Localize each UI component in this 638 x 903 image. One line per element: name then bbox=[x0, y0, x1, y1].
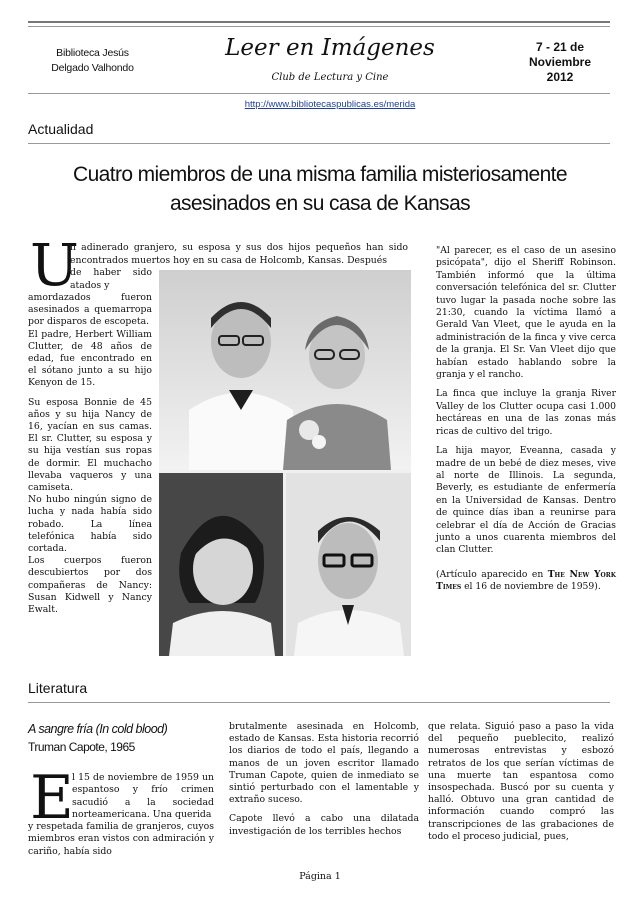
literatura-paragraph: Capote llevó a cabo una dilatada investigación de los terribles hechos bbox=[229, 813, 419, 837]
literatura-paragraph: que relata. Siguió paso a paso la vida del pequeño pueblecito, realizó numerosas entrevistas y esbozó retratos de los que serían víctimas de una muerte tan espantosa como insospechada. Buscó por su cuenta y halló. Obtuvo una gran cantidad de información cuando compró las transcripciones de las grabaciones de todo el proceso judicial, pues, bbox=[428, 721, 614, 842]
article-source-note bbox=[436, 569, 616, 594]
newsletter-title: Leer en Imágenes bbox=[225, 35, 435, 61]
literatura-paragraph: brutalmente asesinada en Holcomb, estado de Kansas. Esta historia recorrió los diarios de todo el país, llegando a manos de un joven escritor llamado Truman Capote, quien de inmediato se sintió perturbado con el lamentable y extraño suceso. bbox=[229, 721, 419, 806]
photo-parents-image bbox=[159, 270, 411, 470]
literatura-text-wrap: l 15 de noviembre de 1959 un espantoso y frío crimen sacudió a la sociedad norteamericana. Una querida bbox=[72, 772, 214, 820]
headline-line1: Cuatro miembros de una misma familia misteriosamente bbox=[73, 163, 567, 186]
source-note-suffix: el 16 de noviembre de 1959). bbox=[461, 581, 601, 593]
library-name-line1: Biblioteca Jesús bbox=[56, 47, 129, 59]
article-lead-top: n adinerado granjero, su esposa y sus dos hijos pequeños han sido encontrados muertos hoy en su casa de Holcomb, Kansas. Después bbox=[70, 242, 408, 266]
article-right-column bbox=[436, 245, 616, 601]
photo-daughter-image bbox=[159, 473, 283, 656]
header-top-rule bbox=[28, 21, 610, 23]
source-note-prefix: (Artículo aparecido en bbox=[436, 568, 548, 580]
actualidad-rule bbox=[28, 143, 610, 144]
nyt-masthead: The New York Times bbox=[436, 568, 616, 593]
photo-daughter bbox=[159, 473, 283, 656]
article-paragraph: La finca que incluye la granja River Valley de los Clutter ocupa casi 1.000 hectáreas en una de las zonas más ricas de cultivo del trigo. bbox=[436, 388, 616, 437]
article-paragraph: Los cuerpos fueron descubiertos por dos compañeras de Nancy: Susan Kidwell y Nancy Ewalt. bbox=[28, 555, 152, 616]
photo-son-image bbox=[286, 473, 411, 656]
article-dropcap: U bbox=[30, 231, 79, 299]
library-url-link[interactable]: http://www.bibliotecaspublicas.es/merida bbox=[244, 99, 416, 110]
book-title: A sangre fría (In cold blood) bbox=[28, 722, 168, 736]
literatura-column-2 bbox=[229, 721, 419, 845]
header-top-rule-thin bbox=[28, 26, 610, 27]
section-label-literatura: Literatura bbox=[28, 680, 88, 696]
literatura-text-continued: y respetada familia de granjeros, cuyos miembros eran vistos con admiración y cariño, había sido bbox=[28, 821, 214, 857]
issue-date bbox=[510, 40, 610, 85]
literatura-dropcap: E bbox=[30, 763, 74, 833]
article-paragraph: El padre, Herbert William Clutter, de 48 años de edad, fue encontrado en el sótano junto a su hijo Kenyon de 15. bbox=[28, 328, 152, 389]
article-lead-wrap: de haber sido atados y bbox=[70, 267, 152, 291]
literatura-column-3 bbox=[428, 721, 614, 850]
library-name bbox=[30, 46, 155, 76]
page-number: Página 1 bbox=[299, 871, 341, 882]
newsletter-subtitle: Club de Lectura y Cine bbox=[271, 72, 389, 83]
header-bottom-rule bbox=[28, 93, 610, 94]
photo-collage bbox=[159, 270, 411, 656]
issue-date-line2: Noviembre bbox=[528, 55, 592, 69]
article-paragraph: amordazados fueron asesinados a quemarropa por disparos de escopeta. bbox=[28, 292, 152, 328]
headline-line2: asesinados en su casa de Kansas bbox=[169, 192, 471, 215]
article-left-column bbox=[28, 292, 152, 623]
article-paragraph: "Al parecer, es el caso de un asesino psicópata", dijo el Sheriff Robinson. También informó que la última conversación telefónica del sr. Clutter tuvo lugar la pasada noche sobre las 21:30, cuando la víctima llamó a Gerald Van Vleet, que le ayuda en la administración de la finca y vive cerca de la granja. El Sr. Van Vleet dijo que habían estado hablando sobre la granja y el rancho. bbox=[436, 245, 616, 381]
photo-son bbox=[286, 473, 411, 656]
literatura-rule bbox=[28, 702, 610, 703]
issue-date-line3: 2012 bbox=[546, 70, 574, 84]
photo-parents bbox=[159, 270, 411, 470]
book-author: Truman Capote, 1965 bbox=[28, 740, 135, 754]
article-headline bbox=[40, 160, 600, 218]
section-label-actualidad: Actualidad bbox=[28, 121, 94, 137]
article-paragraph: No hubo ningún signo de lucha y nada había sido robado. La línea telefónica había sido cortada. bbox=[28, 494, 152, 555]
article-paragraph: Su esposa Bonnie de 45 años y su hija Nancy de 16, yacían en sus camas. El sr. Clutter, su esposa y su hija vestían sus ropas de dormir. El muchacho llevaba vaqueros y una camiseta. bbox=[28, 396, 152, 494]
library-name-line2: Delgado Valhondo bbox=[51, 62, 134, 74]
article-paragraph: La hija mayor, Eveanna, casada y madre de un bebé de diez meses, vive al norte de Illinois. La segunda, Beverly, es estudiante de enfermería en la Universidad de Kansas. Dentro de quince días iban a reunirse para celebrar el día de Acción de Gracias junto a unos cuarenta miembros del clan Clutter. bbox=[436, 445, 616, 556]
issue-date-line1: 7 - 21 de bbox=[535, 40, 585, 54]
